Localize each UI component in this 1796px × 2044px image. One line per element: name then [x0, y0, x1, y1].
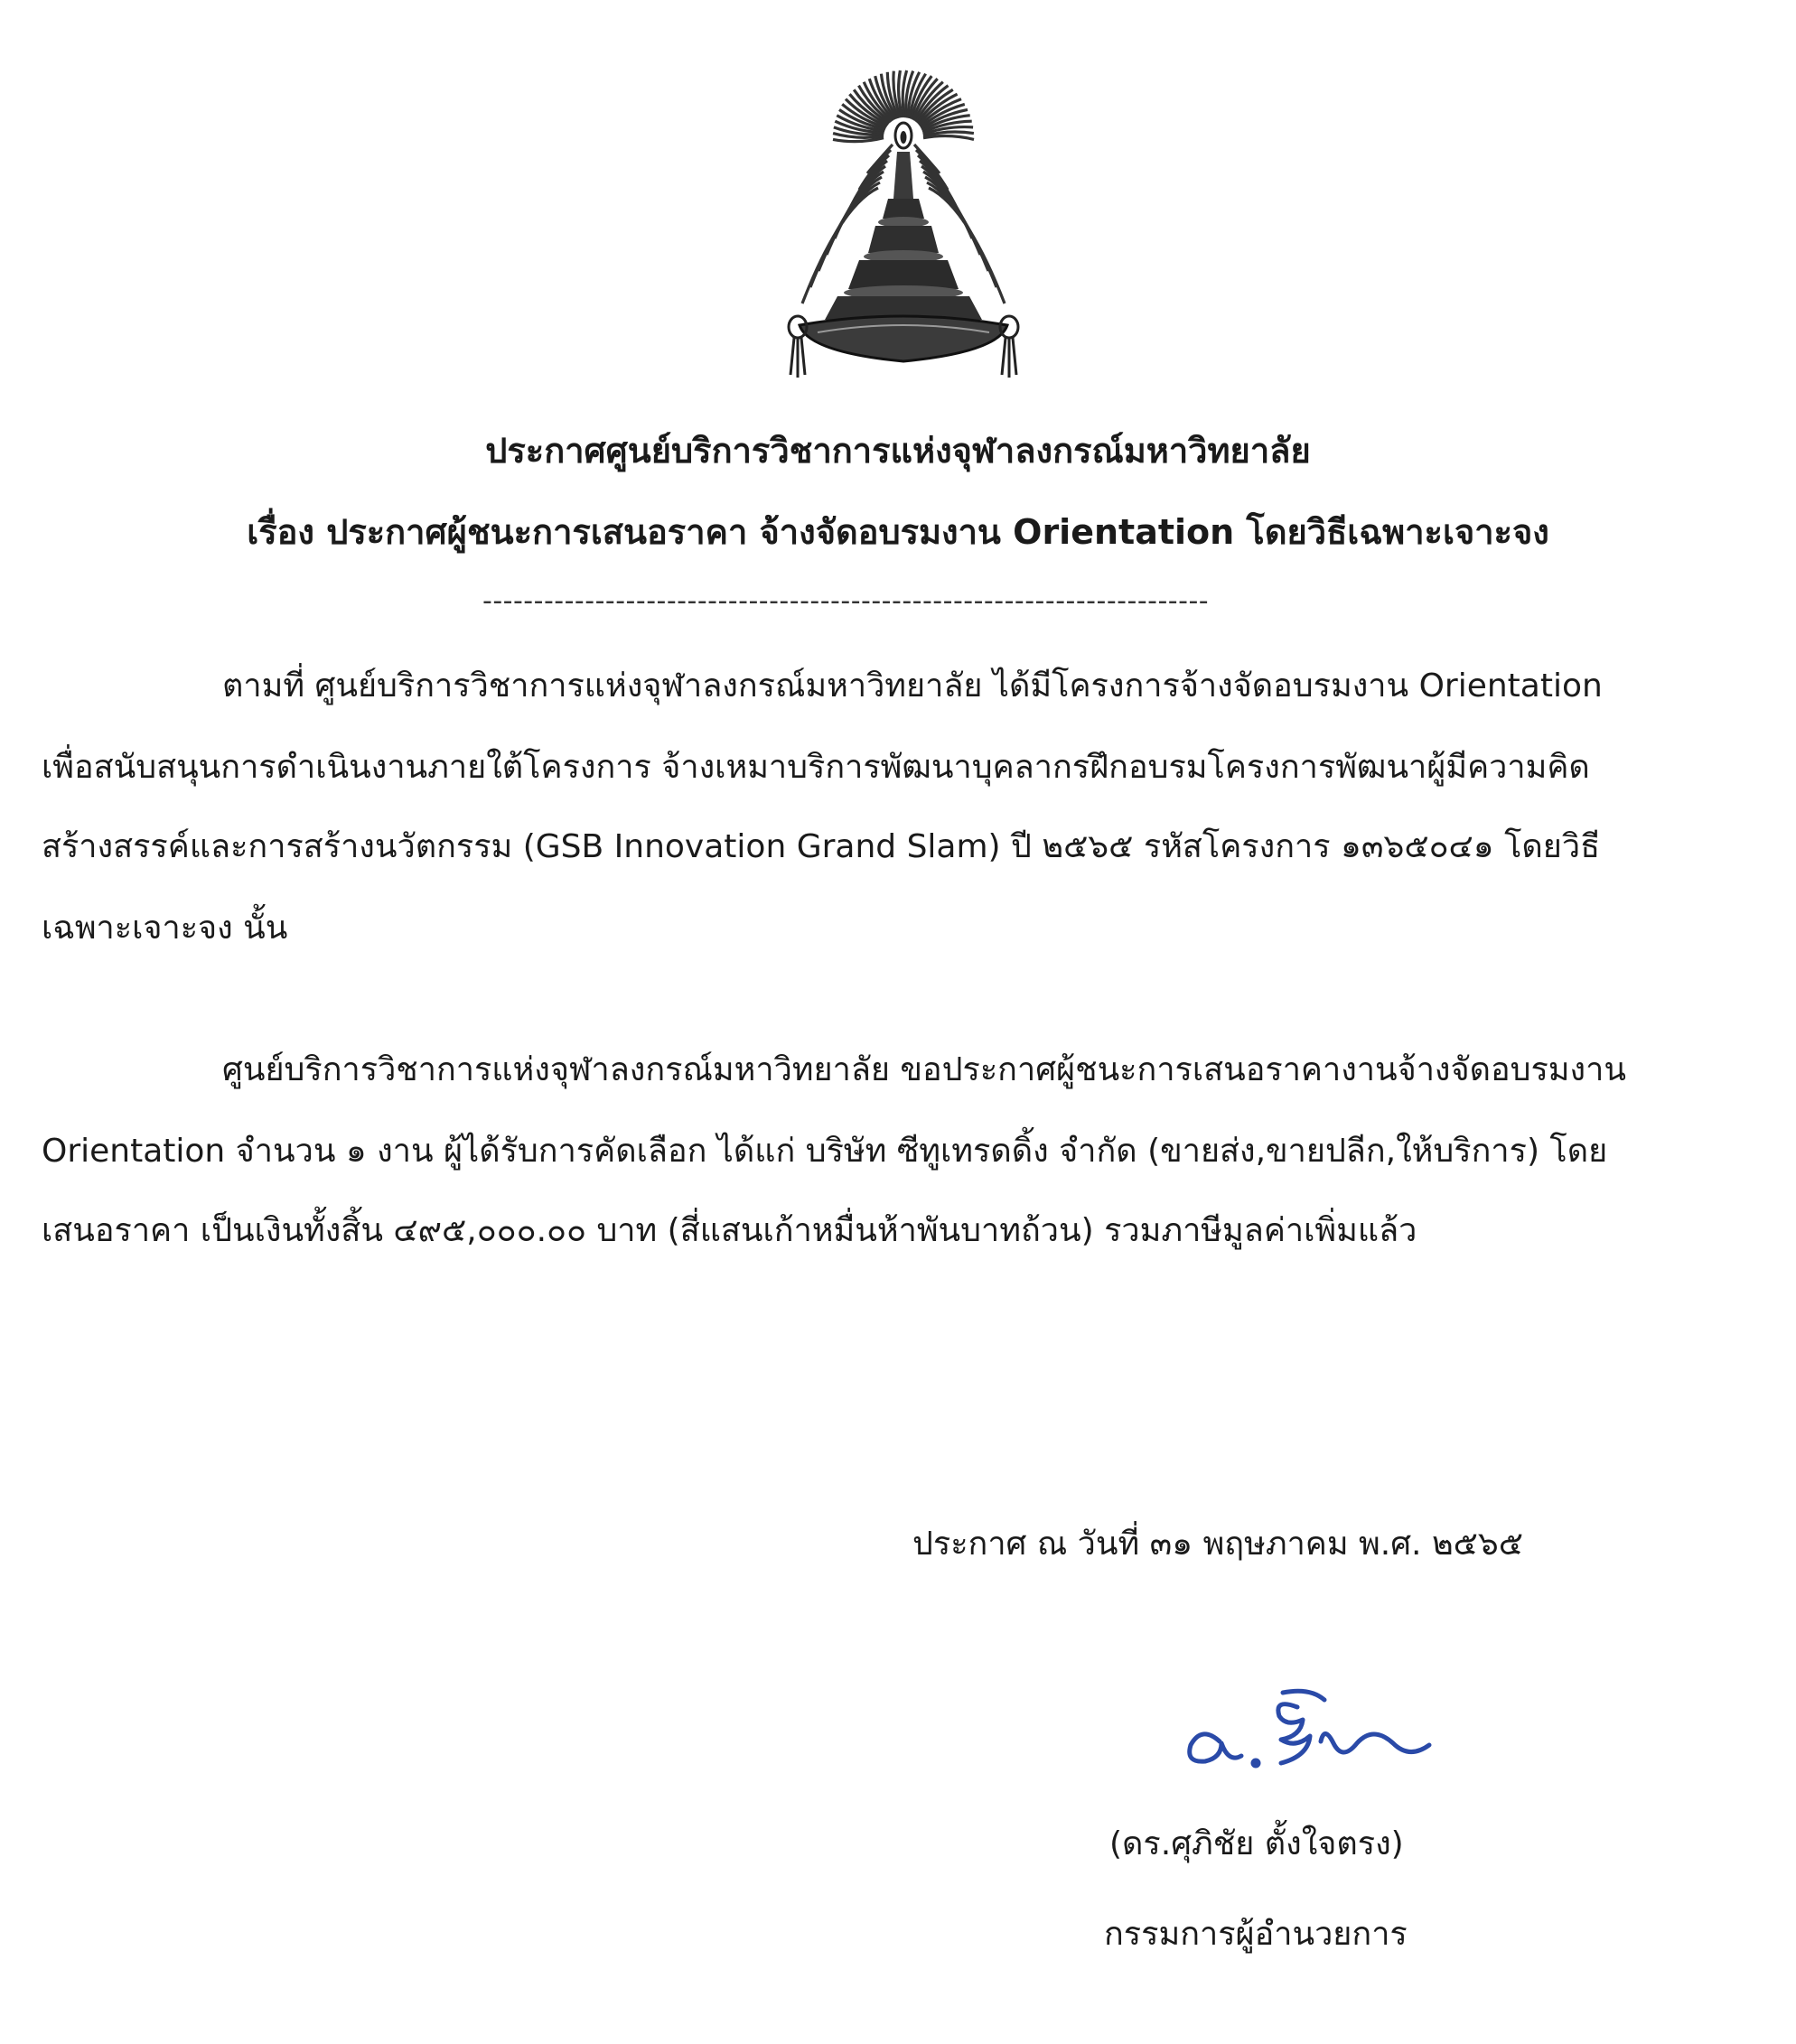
signer-name: (ดร.ศุภิชัย ตั้งใจตรง)	[1109, 1825, 1404, 1862]
announcement-subject: เรื่อง ประกาศผู้ชนะการเสนอราคา จ้างจัดอบรมงาน Orientation โดยวิธีเฉพาะเจาะจง	[247, 512, 1549, 552]
divider-line: -----------------------------------------------------------------------	[482, 585, 1210, 617]
announcement-date: ประกาศ ณ วันที่ ๓๑ พฤษภาคม พ.ศ. ๒๕๖๕	[912, 1526, 1524, 1563]
paragraph-2-line-1: ศูนย์บริการวิชาการแห่งจุฬาลงกรณ์มหาวิทยาลัย ขอประกาศผู้ชนะการเสนอราคางานจ้างจัดอบรมงาน	[222, 1051, 1626, 1088]
announcement-title: ประกาศศูนย์บริการวิชาการแห่งจุฬาลงกรณ์มหาวิทยาลัย	[485, 431, 1311, 471]
chulalongkorn-emblem-icon	[781, 63, 1025, 397]
paragraph-1-line-3: สร้างสรรค์และการสร้างนวัตกรรม (GSB Innovation Grand Slam) ปี ๒๕๖๕ รหัสโครงการ ๑๓๖๕๐๔๑ โดยวิธี	[42, 828, 1601, 865]
signer-title: กรรมการผู้อำนวยการ	[1104, 1916, 1408, 1953]
paragraph-1-line-1: ตามที่ ศูนย์บริการวิชาการแห่งจุฬาลงกรณ์มหาวิทยาลัย ได้มีโครงการจ้างจัดอบรมงาน Orientation	[222, 667, 1603, 705]
paragraph-2-line-3: เสนอราคา เป็นเงินทั้งสิ้น ๔๙๕,๐๐๐.๐๐ บาท (สี่แสนเก้าหมื่นห้าพันบาทถ้วน) รวมภาษีมูลค่าเพิ่มแล้ว	[42, 1212, 1417, 1249]
paragraph-2-line-2: Orientation จำนวน ๑ งาน ผู้ได้รับการคัดเลือก ได้แก่ บริษัท ซีทูเทรดดิ้ง จำกัด (ขายส่ง,ขายปลีก,ให้บริการ) โดย	[42, 1133, 1608, 1170]
paragraph-1-line-4: เฉพาะเจาะจง นั้น	[42, 910, 288, 947]
paragraph-1-line-2: เพื่อสนับสนุนการดำเนินงานภายใต้โครงการ จ้างเหมาบริการพัฒนาบุคลากรฝึกอบรมโครงการพัฒนาผู้มีความคิด	[42, 749, 1590, 786]
handwritten-signature	[1165, 1680, 1455, 1779]
emblem-ray	[923, 136, 974, 140]
